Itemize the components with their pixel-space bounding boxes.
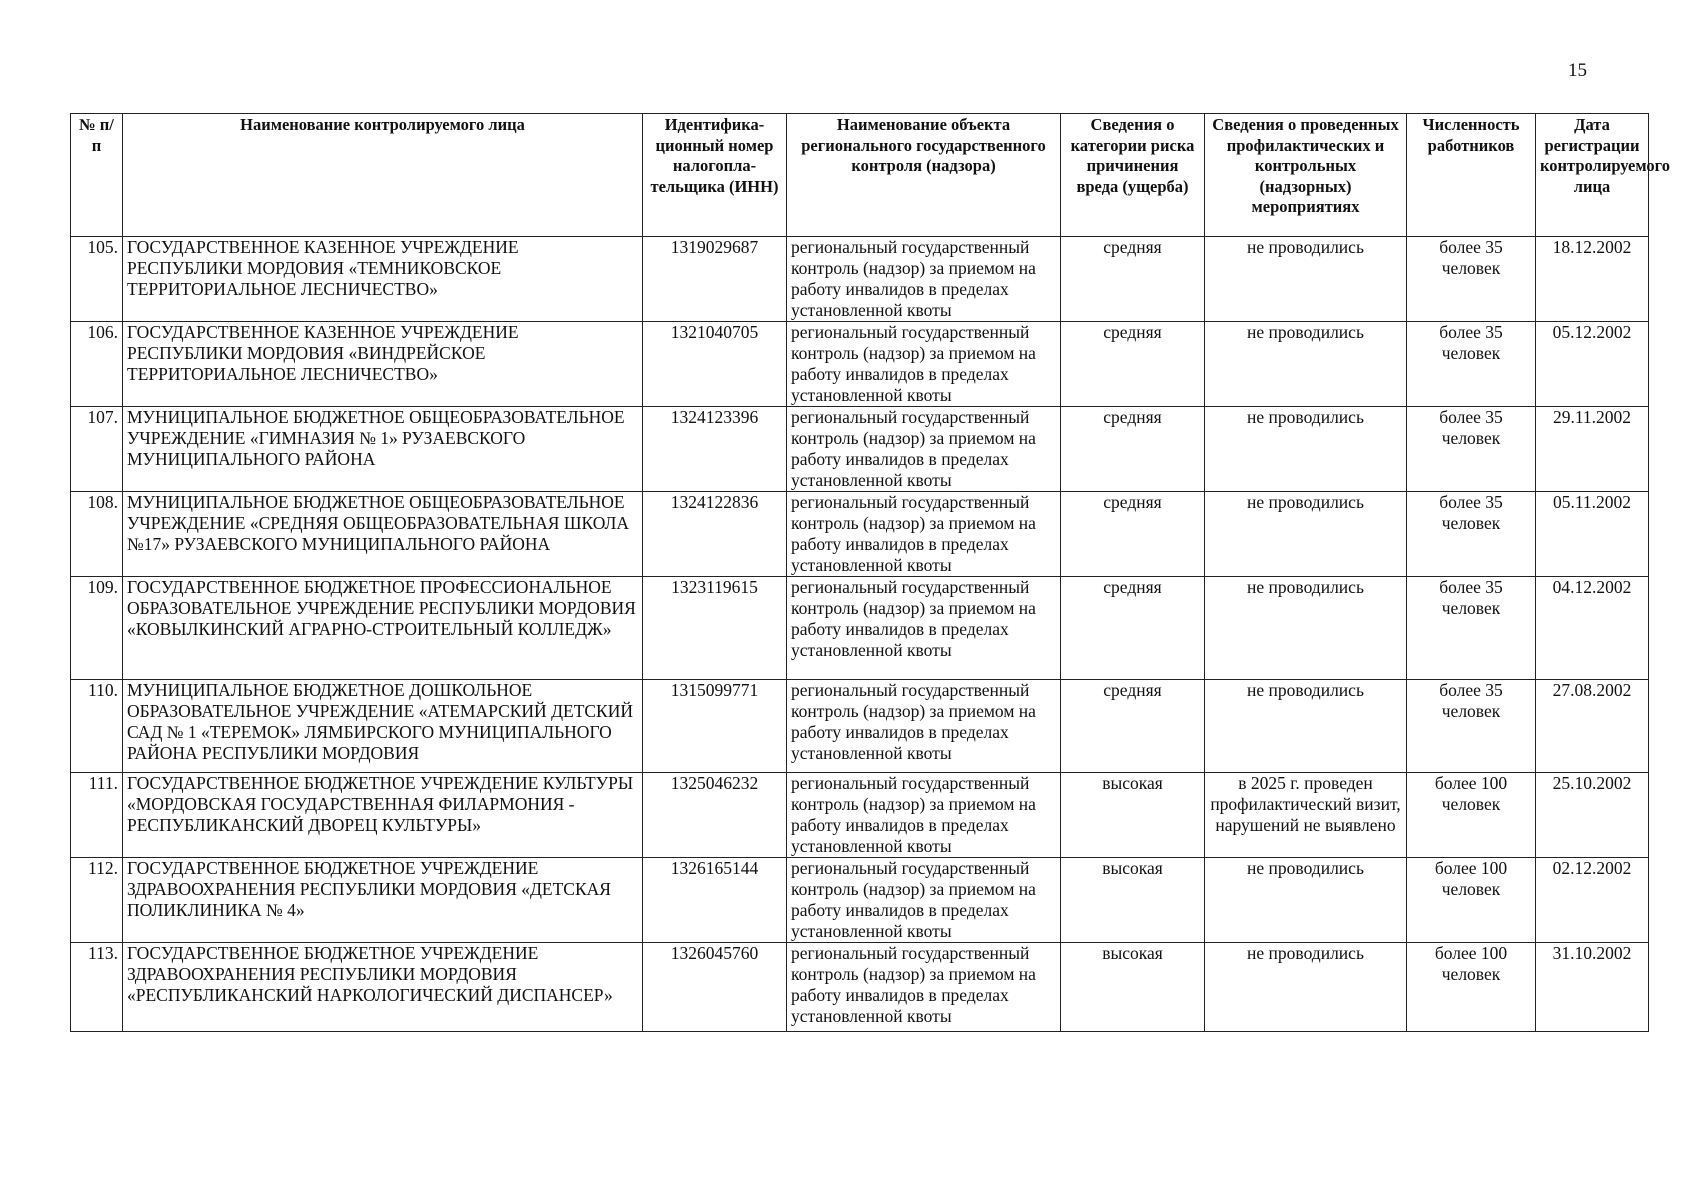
staff-count: более 35 человек	[1407, 407, 1536, 492]
registration-date: 02.12.2002	[1536, 858, 1649, 943]
control-object: региональный государственный контроль (надзор) за приемом на работу инвалидов в пределах установленной квоты	[787, 943, 1061, 1032]
table-row	[71, 407, 1649, 492]
registration-date: 05.12.2002	[1536, 322, 1649, 407]
risk-category: высокая	[1061, 943, 1205, 1032]
control-object: региональный государственный контроль (надзор) за приемом на работу инвалидов в пределах установленной квоты	[787, 322, 1061, 407]
header-risk-category: Сведения о категории риска причинения вреда (ущерба)	[1061, 114, 1205, 237]
risk-category: средняя	[1061, 577, 1205, 680]
control-object: региональный государственный контроль (надзор) за приемом на работу инвалидов в пределах установленной квоты	[787, 680, 1061, 773]
events-info: не проводились	[1205, 322, 1407, 407]
control-object: региональный государственный контроль (надзор) за приемом на работу инвалидов в пределах установленной квоты	[787, 407, 1061, 492]
row-number: 110.	[71, 680, 123, 773]
table-row	[71, 773, 1649, 858]
row-number: 109.	[71, 577, 123, 680]
staff-count: более 35 человек	[1407, 237, 1536, 322]
events-info: не проводились	[1205, 492, 1407, 577]
table-body	[71, 237, 1649, 1032]
row-number: 112.	[71, 858, 123, 943]
risk-category: средняя	[1061, 492, 1205, 577]
entity-name: ГОСУДАРСТВЕННОЕ КАЗЕННОЕ УЧРЕЖДЕНИЕ РЕСПУБЛИКИ МОРДОВИЯ «ВИНДРЕЙСКОЕ ТЕРРИТОРИАЛЬНОЕ ЛЕСНИЧЕСТВО»	[123, 322, 643, 407]
entity-name: ГОСУДАРСТВЕННОЕ БЮДЖЕТНОЕ УЧРЕЖДЕНИЕ КУЛЬТУРЫ «МОРДОВСКАЯ ГОСУДАРСТВЕННАЯ ФИЛАРМОНИЯ - РЕСПУБЛИКАНСКИЙ ДВОРЕЦ КУЛЬТУРЫ»	[123, 773, 643, 858]
inn: 1326045760	[643, 943, 787, 1032]
risk-category: высокая	[1061, 858, 1205, 943]
risk-category: высокая	[1061, 773, 1205, 858]
table-row	[71, 858, 1649, 943]
registration-date: 25.10.2002	[1536, 773, 1649, 858]
entity-name: ГОСУДАРСТВЕННОЕ БЮДЖЕТНОЕ УЧРЕЖДЕНИЕ ЗДРАВООХРАНЕНИЯ РЕСПУБЛИКИ МОРДОВИЯ «РЕСПУБЛИКАНСКИЙ НАРКОЛОГИЧЕСКИЙ ДИСПАНСЕР»	[123, 943, 643, 1032]
events-info: не проводились	[1205, 407, 1407, 492]
registration-date: 27.08.2002	[1536, 680, 1649, 773]
page-number: 15	[1568, 60, 1587, 81]
row-number: 111.	[71, 773, 123, 858]
row-number: 106.	[71, 322, 123, 407]
events-info: не проводились	[1205, 237, 1407, 322]
inn: 1325046232	[643, 773, 787, 858]
risk-category: средняя	[1061, 407, 1205, 492]
staff-count: более 35 человек	[1407, 492, 1536, 577]
row-number: 108.	[71, 492, 123, 577]
control-object: региональный государственный контроль (надзор) за приемом на работу инвалидов в пределах установленной квоты	[787, 237, 1061, 322]
risk-category: средняя	[1061, 322, 1205, 407]
registry-table	[70, 113, 1670, 1032]
row-number: 107.	[71, 407, 123, 492]
inn: 1324123396	[643, 407, 787, 492]
entity-name: ГОСУДАРСТВЕННОЕ БЮДЖЕТНОЕ ПРОФЕССИОНАЛЬНОЕ ОБРАЗОВАТЕЛЬНОЕ УЧРЕЖДЕНИЕ РЕСПУБЛИКИ МОРДОВИЯ «КОВЫЛКИНСКИЙ АГРАРНО-СТРОИТЕЛЬНЫЙ КОЛЛЕДЖ»	[123, 577, 643, 680]
entity-name: МУНИЦИПАЛЬНОЕ БЮДЖЕТНОЕ ОБЩЕОБРАЗОВАТЕЛЬНОЕ УЧРЕЖДЕНИЕ «СРЕДНЯЯ ОБЩЕОБРАЗОВАТЕЛЬНАЯ ШКОЛА №17» РУЗАЕВСКОГО МУНИЦИПАЛЬНОГО РАЙОНА	[123, 492, 643, 577]
control-object: региональный государственный контроль (надзор) за приемом на работу инвалидов в пределах установленной квоты	[787, 577, 1061, 680]
staff-count: более 100 человек	[1407, 773, 1536, 858]
staff-count: более 35 человек	[1407, 680, 1536, 773]
events-info: не проводились	[1205, 577, 1407, 680]
entity-name: МУНИЦИПАЛЬНОЕ БЮДЖЕТНОЕ ДОШКОЛЬНОЕ ОБРАЗОВАТЕЛЬНОЕ УЧРЕЖДЕНИЕ «АТЕМАРСКИЙ ДЕТСКИЙ САД № 1 «ТЕРЕМОК» ЛЯМБИРСКОГО МУНИЦИПАЛЬНОГО РАЙОНА РЕСПУБЛИКИ МОРДОВИЯ	[123, 680, 643, 773]
table-row	[71, 943, 1649, 1032]
header-registration-date: Дата регистрации контролируемого лица	[1536, 114, 1649, 237]
events-info: не проводились	[1205, 858, 1407, 943]
events-info: не проводились	[1205, 943, 1407, 1032]
inn: 1324122836	[643, 492, 787, 577]
staff-count: более 100 человек	[1407, 858, 1536, 943]
header-staff-count: Численность работников	[1407, 114, 1536, 237]
header-control-object: Наименование объекта регионального государственного контроля (надзора)	[787, 114, 1061, 237]
table-row	[71, 492, 1649, 577]
risk-category: средняя	[1061, 680, 1205, 773]
events-info: в 2025 г. проведен профилактический визит, нарушений не выявлено	[1205, 773, 1407, 858]
registration-date: 31.10.2002	[1536, 943, 1649, 1032]
staff-count: более 100 человек	[1407, 943, 1536, 1032]
registration-date: 05.11.2002	[1536, 492, 1649, 577]
entity-name: ГОСУДАРСТВЕННОЕ КАЗЕННОЕ УЧРЕЖДЕНИЕ РЕСПУБЛИКИ МОРДОВИЯ «ТЕМНИКОВСКОЕ ТЕРРИТОРИАЛЬНОЕ ЛЕСНИЧЕСТВО»	[123, 237, 643, 322]
staff-count: более 35 человек	[1407, 322, 1536, 407]
events-info: не проводились	[1205, 680, 1407, 773]
row-number: 105.	[71, 237, 123, 322]
inn: 1321040705	[643, 322, 787, 407]
header-entity-name: Наименование контролируемого лица	[123, 114, 643, 237]
header-events: Сведения о проведенных профилактических и контрольных (надзорных) мероприятиях	[1205, 114, 1407, 237]
registration-date: 29.11.2002	[1536, 407, 1649, 492]
registration-date: 18.12.2002	[1536, 237, 1649, 322]
header-number: № п/п	[71, 114, 123, 237]
entity-name: МУНИЦИПАЛЬНОЕ БЮДЖЕТНОЕ ОБЩЕОБРАЗОВАТЕЛЬНОЕ УЧРЕЖДЕНИЕ «ГИМНАЗИЯ № 1» РУЗАЕВСКОГО МУНИЦИПАЛЬНОГО РАЙОНА	[123, 407, 643, 492]
header-row	[71, 114, 1649, 237]
control-object: региональный государственный контроль (надзор) за приемом на работу инвалидов в пределах установленной квоты	[787, 492, 1061, 577]
header-inn: Идентифика-ционный номер налогопла-тельщика (ИНН)	[643, 114, 787, 237]
inn: 1319029687	[643, 237, 787, 322]
inn: 1315099771	[643, 680, 787, 773]
table-row	[71, 577, 1649, 680]
risk-category: средняя	[1061, 237, 1205, 322]
row-number: 113.	[71, 943, 123, 1032]
table-header	[71, 114, 1670, 237]
table-row	[71, 680, 1649, 773]
control-object: региональный государственный контроль (надзор) за приемом на работу инвалидов в пределах установленной квоты	[787, 858, 1061, 943]
registration-date: 04.12.2002	[1536, 577, 1649, 680]
table-row	[71, 322, 1649, 407]
inn: 1326165144	[643, 858, 787, 943]
entity-name: ГОСУДАРСТВЕННОЕ БЮДЖЕТНОЕ УЧРЕЖДЕНИЕ ЗДРАВООХРАНЕНИЯ РЕСПУБЛИКИ МОРДОВИЯ «ДЕТСКАЯ ПОЛИКЛИНИКА № 4»	[123, 858, 643, 943]
table-row	[71, 237, 1649, 322]
staff-count: более 35 человек	[1407, 577, 1536, 680]
control-object: региональный государственный контроль (надзор) за приемом на работу инвалидов в пределах установленной квоты	[787, 773, 1061, 858]
inn: 1323119615	[643, 577, 787, 680]
registry-table-wrapper	[70, 113, 1670, 1032]
